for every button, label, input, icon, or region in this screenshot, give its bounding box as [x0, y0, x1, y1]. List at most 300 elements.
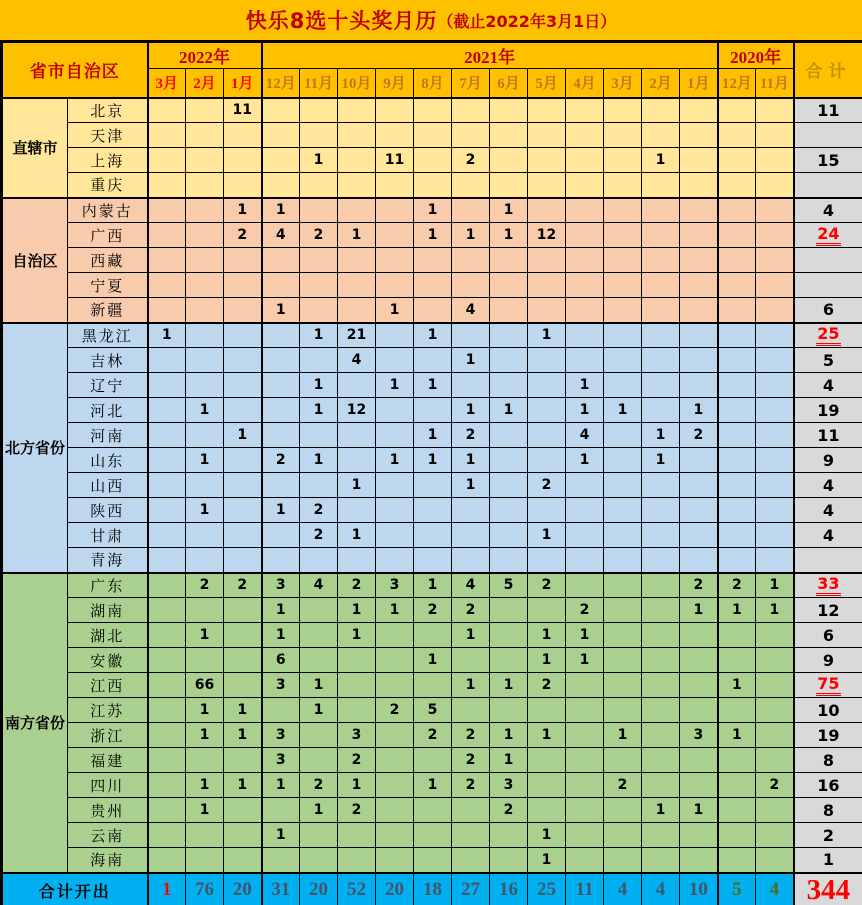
data-cell: 1: [148, 323, 186, 348]
data-cell: [642, 748, 680, 773]
data-cell: [680, 623, 718, 648]
data-cell: [528, 98, 566, 123]
data-cell: 2: [338, 748, 376, 773]
data-cell: [490, 698, 528, 723]
data-cell: [604, 573, 642, 598]
data-cell: 1: [566, 648, 604, 673]
data-cell: [148, 148, 186, 173]
data-cell: [148, 448, 186, 473]
data-cell: [452, 823, 490, 848]
data-cell: 2: [452, 773, 490, 798]
data-cell: [414, 498, 452, 523]
data-cell: [718, 98, 756, 123]
data-cell: [756, 823, 794, 848]
month-header: 3月: [148, 69, 186, 98]
data-cell: [186, 848, 224, 873]
data-cell: [604, 473, 642, 498]
data-cell: [680, 373, 718, 398]
data-cell: 1: [300, 373, 338, 398]
data-cell: [604, 823, 642, 848]
data-cell: [604, 798, 642, 823]
data-cell: [528, 173, 566, 198]
data-cell: [490, 173, 528, 198]
data-cell: 1: [680, 598, 718, 623]
data-cell: [300, 423, 338, 448]
data-cell: [338, 848, 376, 873]
data-cell: [490, 598, 528, 623]
column-total: 20: [224, 873, 262, 905]
data-cell: [642, 123, 680, 148]
data-cell: [604, 323, 642, 348]
data-cell: [604, 248, 642, 273]
data-cell: [186, 648, 224, 673]
data-cell: [376, 798, 414, 823]
row-total: [794, 673, 862, 698]
data-cell: [224, 173, 262, 198]
data-cell: [718, 348, 756, 373]
data-cell: [338, 248, 376, 273]
month-header: 12月: [262, 69, 300, 98]
data-cell: 1: [490, 673, 528, 698]
data-cell: [718, 498, 756, 523]
data-cell: [224, 448, 262, 473]
data-cell: [224, 548, 262, 573]
data-cell: 2: [414, 723, 452, 748]
data-cell: [224, 823, 262, 848]
data-cell: [680, 323, 718, 348]
data-cell: [566, 698, 604, 723]
row-total-highlight: 75: [816, 676, 840, 696]
data-cell: [604, 423, 642, 448]
data-cell: 11: [224, 98, 262, 123]
data-cell: 1: [414, 373, 452, 398]
data-cell: [680, 673, 718, 698]
column-total: 11: [566, 873, 604, 905]
data-cell: 1: [224, 698, 262, 723]
province-label: 新疆: [68, 298, 148, 323]
row-total: 8: [794, 798, 862, 823]
data-cell: [528, 248, 566, 273]
row-total: 9: [794, 448, 862, 473]
data-cell: [718, 198, 756, 223]
data-cell: [186, 323, 224, 348]
data-cell: 1: [756, 573, 794, 598]
data-cell: [566, 748, 604, 773]
data-cell: [300, 598, 338, 623]
data-cell: 2: [300, 523, 338, 548]
data-cell: 1: [300, 398, 338, 423]
data-cell: [604, 598, 642, 623]
data-cell: 2: [528, 473, 566, 498]
province-label: 四川: [68, 773, 148, 798]
data-cell: 1: [414, 323, 452, 348]
data-cell: [566, 348, 604, 373]
data-cell: 1: [566, 623, 604, 648]
data-cell: [224, 148, 262, 173]
data-cell: [756, 498, 794, 523]
month-header: 1月: [680, 69, 718, 98]
data-cell: [604, 623, 642, 648]
data-cell: [224, 673, 262, 698]
data-cell: [718, 223, 756, 248]
data-cell: [148, 223, 186, 248]
data-cell: [680, 173, 718, 198]
data-cell: [376, 198, 414, 223]
data-cell: [414, 173, 452, 198]
data-cell: [566, 498, 604, 523]
data-cell: [566, 723, 604, 748]
data-cell: [224, 523, 262, 548]
data-cell: [756, 173, 794, 198]
data-cell: [490, 523, 528, 548]
month-header: 5月: [528, 69, 566, 98]
month-header: 2月: [186, 69, 224, 98]
data-cell: [224, 348, 262, 373]
province-label: 黑龙江: [68, 323, 148, 348]
data-cell: [490, 98, 528, 123]
data-cell: [148, 298, 186, 323]
data-cell: [376, 398, 414, 423]
column-total: 31: [262, 873, 300, 905]
data-cell: [528, 748, 566, 773]
data-cell: [300, 473, 338, 498]
month-header: 2月: [642, 69, 680, 98]
data-cell: [300, 98, 338, 123]
data-cell: 1: [338, 623, 376, 648]
data-cell: [262, 523, 300, 548]
data-cell: 1: [566, 373, 604, 398]
data-cell: [376, 548, 414, 573]
data-cell: [300, 123, 338, 148]
data-cell: [604, 223, 642, 248]
row-total: 4: [794, 523, 862, 548]
data-cell: 1: [186, 798, 224, 823]
data-cell: [718, 423, 756, 448]
data-cell: [756, 373, 794, 398]
province-label: 湖南: [68, 598, 148, 623]
data-cell: [148, 198, 186, 223]
data-cell: [262, 848, 300, 873]
footer-label: 合计开出: [2, 873, 148, 905]
data-cell: 1: [224, 723, 262, 748]
data-cell: [490, 623, 528, 648]
data-cell: [642, 623, 680, 648]
data-cell: 1: [452, 473, 490, 498]
row-total: 4: [794, 473, 862, 498]
data-cell: [452, 648, 490, 673]
data-cell: 1: [262, 298, 300, 323]
data-cell: 2: [718, 573, 756, 598]
data-cell: [186, 473, 224, 498]
province-label: 广西: [68, 223, 148, 248]
province-label: 内蒙古: [68, 198, 148, 223]
data-cell: [718, 548, 756, 573]
data-cell: [756, 198, 794, 223]
data-cell: [452, 98, 490, 123]
data-cell: 3: [680, 723, 718, 748]
data-cell: [642, 198, 680, 223]
data-cell: [718, 523, 756, 548]
column-total: 16: [490, 873, 528, 905]
data-cell: [186, 223, 224, 248]
year-header: 2020年: [718, 42, 794, 69]
data-cell: 1: [376, 373, 414, 398]
province-label: 云南: [68, 823, 148, 848]
province-label: 江西: [68, 673, 148, 698]
title-sub: （截止2022年3月1日）: [437, 11, 617, 31]
data-cell: 1: [528, 723, 566, 748]
data-cell: [262, 373, 300, 398]
data-cell: [566, 823, 604, 848]
data-cell: [300, 648, 338, 673]
data-cell: [680, 123, 718, 148]
data-cell: [642, 848, 680, 873]
data-cell: [604, 348, 642, 373]
data-cell: 1: [224, 198, 262, 223]
data-cell: [186, 748, 224, 773]
data-cell: [604, 498, 642, 523]
data-cell: 1: [414, 223, 452, 248]
data-cell: [376, 673, 414, 698]
row-total: [794, 173, 862, 198]
data-cell: [604, 673, 642, 698]
data-cell: [756, 848, 794, 873]
data-cell: [376, 623, 414, 648]
month-header: 9月: [376, 69, 414, 98]
data-cell: 1: [186, 723, 224, 748]
province-label: 山东: [68, 448, 148, 473]
data-cell: [642, 398, 680, 423]
data-cell: 2: [300, 773, 338, 798]
data-cell: 2: [224, 223, 262, 248]
data-cell: [718, 248, 756, 273]
province-label: 海南: [68, 848, 148, 873]
data-cell: [642, 523, 680, 548]
data-cell: [604, 298, 642, 323]
data-cell: [338, 123, 376, 148]
province-label: 吉林: [68, 348, 148, 373]
column-total: 20: [300, 873, 338, 905]
year-header: 2022年: [148, 42, 262, 69]
data-cell: 1: [186, 773, 224, 798]
data-cell: [604, 848, 642, 873]
data-cell: [718, 448, 756, 473]
column-total: 27: [452, 873, 490, 905]
data-cell: [262, 98, 300, 123]
data-cell: [528, 423, 566, 448]
grand-total: 344: [794, 873, 862, 905]
data-cell: [148, 598, 186, 623]
data-cell: [414, 473, 452, 498]
data-cell: [262, 798, 300, 823]
data-cell: [756, 623, 794, 648]
row-total: 15: [794, 148, 862, 173]
data-cell: [300, 723, 338, 748]
data-cell: [642, 473, 680, 498]
data-cell: [224, 373, 262, 398]
row-total: [794, 573, 862, 598]
data-cell: 1: [528, 523, 566, 548]
data-cell: [680, 823, 718, 848]
data-cell: [300, 248, 338, 273]
data-cell: [148, 698, 186, 723]
data-cell: [528, 123, 566, 148]
data-cell: 2: [224, 573, 262, 598]
data-cell: [490, 423, 528, 448]
row-total: [794, 548, 862, 573]
data-cell: [642, 573, 680, 598]
data-cell: [566, 298, 604, 323]
column-total: 4: [604, 873, 642, 905]
data-cell: [414, 548, 452, 573]
data-cell: [186, 598, 224, 623]
month-header: 6月: [490, 69, 528, 98]
data-cell: [756, 448, 794, 473]
data-cell: [566, 248, 604, 273]
data-cell: 1: [718, 598, 756, 623]
data-cell: 1: [414, 423, 452, 448]
data-cell: 1: [452, 398, 490, 423]
section-label: 直辖市: [2, 98, 68, 198]
data-cell: 4: [452, 298, 490, 323]
data-cell: [680, 248, 718, 273]
data-cell: [414, 798, 452, 823]
data-cell: 4: [262, 223, 300, 248]
data-cell: [490, 148, 528, 173]
data-cell: 1: [224, 773, 262, 798]
column-total: 52: [338, 873, 376, 905]
data-cell: 1: [642, 448, 680, 473]
data-cell: [148, 373, 186, 398]
data-cell: 2: [262, 448, 300, 473]
data-cell: [604, 123, 642, 148]
data-cell: [338, 273, 376, 298]
month-header: 11月: [300, 69, 338, 98]
data-cell: 2: [376, 698, 414, 723]
data-cell: [452, 523, 490, 548]
data-cell: [718, 798, 756, 823]
data-cell: 1: [490, 748, 528, 773]
data-cell: 1: [186, 623, 224, 648]
data-cell: 2: [186, 573, 224, 598]
column-total: 20: [376, 873, 414, 905]
data-cell: 3: [376, 573, 414, 598]
province-label: 山西: [68, 473, 148, 498]
data-cell: 66: [186, 673, 224, 698]
data-cell: [376, 848, 414, 873]
row-total: 4: [794, 498, 862, 523]
row-total: 9: [794, 648, 862, 673]
data-cell: [680, 498, 718, 523]
data-cell: [642, 648, 680, 673]
data-cell: 2: [680, 573, 718, 598]
data-cell: 1: [756, 598, 794, 623]
data-cell: [376, 223, 414, 248]
data-cell: [490, 548, 528, 573]
data-cell: 6: [262, 648, 300, 673]
data-cell: [376, 773, 414, 798]
data-cell: [490, 248, 528, 273]
data-cell: [566, 198, 604, 223]
page-title: [0, 0, 862, 40]
data-cell: [680, 848, 718, 873]
data-cell: [262, 323, 300, 348]
data-cell: [224, 498, 262, 523]
data-cell: [452, 498, 490, 523]
data-cell: [566, 98, 604, 123]
data-cell: [756, 323, 794, 348]
data-cell: [414, 348, 452, 373]
data-cell: [148, 173, 186, 198]
data-cell: [718, 323, 756, 348]
data-cell: [642, 723, 680, 748]
data-cell: [148, 823, 186, 848]
row-total-highlight: 24: [816, 226, 840, 246]
data-cell: 1: [414, 573, 452, 598]
data-cell: 1: [528, 823, 566, 848]
data-cell: 1: [338, 523, 376, 548]
data-cell: [186, 173, 224, 198]
column-total: 1: [148, 873, 186, 905]
data-cell: [186, 198, 224, 223]
data-cell: [300, 298, 338, 323]
data-cell: [490, 823, 528, 848]
row-total: 12: [794, 598, 862, 623]
data-cell: [680, 523, 718, 548]
province-label: 福建: [68, 748, 148, 773]
data-cell: [414, 398, 452, 423]
data-cell: [566, 523, 604, 548]
data-cell: [566, 773, 604, 798]
data-cell: [604, 273, 642, 298]
data-cell: [718, 848, 756, 873]
data-cell: [756, 348, 794, 373]
province-label: 安徽: [68, 648, 148, 673]
data-cell: [376, 248, 414, 273]
data-cell: 1: [452, 623, 490, 648]
data-cell: [528, 448, 566, 473]
year-header: 2021年: [262, 42, 718, 69]
row-total: 6: [794, 298, 862, 323]
data-cell: 1: [300, 323, 338, 348]
data-cell: [604, 198, 642, 223]
data-cell: [756, 273, 794, 298]
data-cell: 3: [262, 573, 300, 598]
data-cell: [566, 473, 604, 498]
data-cell: [642, 498, 680, 523]
province-label: 甘肃: [68, 523, 148, 548]
data-cell: [262, 148, 300, 173]
data-cell: 1: [452, 448, 490, 473]
data-cell: [604, 748, 642, 773]
data-cell: [224, 648, 262, 673]
column-total: 76: [186, 873, 224, 905]
data-cell: 1: [262, 623, 300, 648]
data-cell: 11: [376, 148, 414, 173]
data-cell: 1: [566, 448, 604, 473]
row-total: 4: [794, 373, 862, 398]
data-cell: 1: [604, 398, 642, 423]
data-cell: [490, 498, 528, 523]
month-header: 1月: [224, 69, 262, 98]
data-cell: 2: [452, 423, 490, 448]
data-cell: [338, 673, 376, 698]
data-cell: 1: [338, 223, 376, 248]
data-cell: 5: [490, 573, 528, 598]
column-total: 18: [414, 873, 452, 905]
data-cell: [490, 448, 528, 473]
data-cell: [300, 273, 338, 298]
